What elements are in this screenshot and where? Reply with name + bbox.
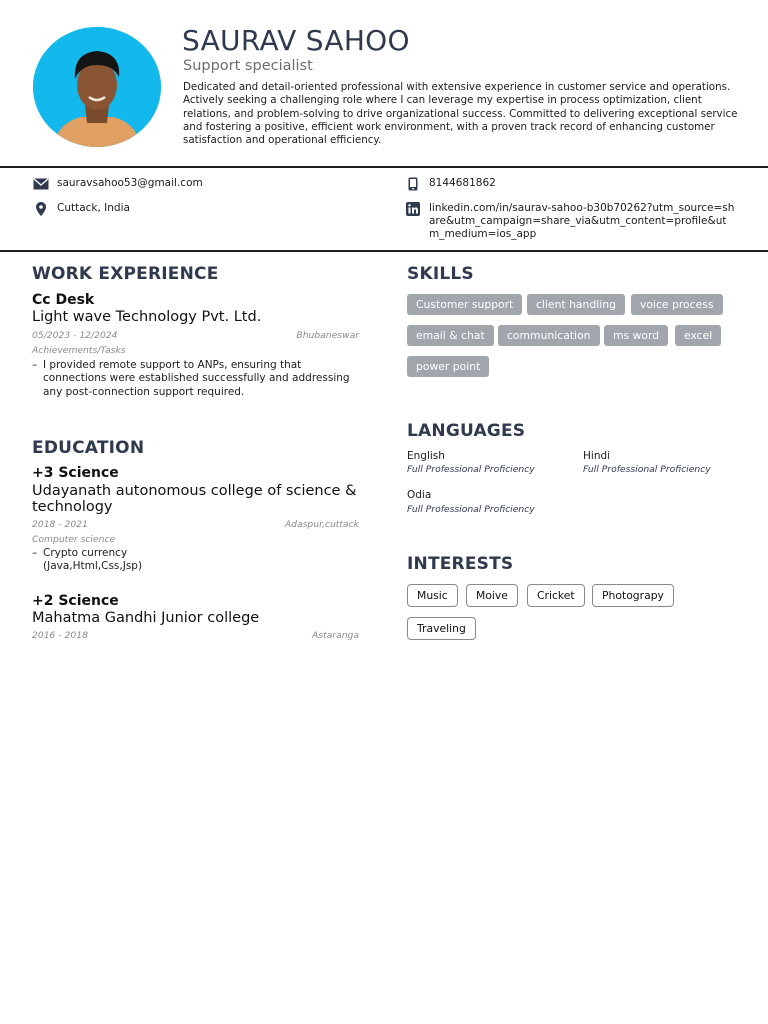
education-bullet: – Crypto currency (Java,Html,Css,Jsp) bbox=[32, 547, 162, 574]
skill-tag: communication bbox=[498, 325, 600, 346]
interest-tag: Cricket bbox=[527, 584, 585, 607]
profile-summary: Dedicated and detail-oriented professional with extensive experience in customer service and operations. Actively seeking a challenging role where I can leverage my expertise in process optimization, client relations, and problem-solving to drive organizational success. Committed to delivering exceptional service and fostering a positive, efficient work environment, with a proven track record of enhancing customer satisfaction and operational efficiency. bbox=[183, 81, 738, 147]
education-subheading: Computer science bbox=[32, 534, 116, 545]
interest-tag: Traveling bbox=[407, 617, 476, 640]
skill-tag: client handling bbox=[527, 294, 625, 315]
interests-heading: INTERESTS bbox=[407, 554, 514, 574]
language-level: Full Professional Proficiency bbox=[407, 504, 535, 515]
location-text: Cuttack, India bbox=[57, 202, 130, 214]
language-name: Hindi bbox=[583, 450, 611, 462]
job-location: Bhubaneswar bbox=[296, 330, 359, 341]
candidate-name: SAURAV SAHOO bbox=[182, 24, 410, 57]
language-level: Full Professional Proficiency bbox=[583, 464, 711, 475]
skill-tag: email & chat bbox=[407, 325, 494, 346]
work-experience-heading: WORK EXPERIENCE bbox=[32, 264, 219, 284]
education-dates: 2016 - 2018 bbox=[32, 630, 88, 641]
email-text: sauravsahoo53@gmail.com bbox=[57, 177, 203, 189]
interest-tag: Music bbox=[407, 584, 458, 607]
education-school: Mahatma Gandhi Junior college bbox=[32, 610, 260, 626]
contact-phone[interactable] bbox=[405, 177, 496, 191]
education-school: Udayanath autonomous college of science & technology bbox=[32, 483, 357, 515]
education-location: Astaranga bbox=[312, 630, 359, 641]
envelope-icon bbox=[33, 177, 49, 191]
interest-tag: Moive bbox=[466, 584, 518, 607]
skill-tag: Customer support bbox=[407, 294, 522, 315]
job-company: Light wave Technology Pvt. Ltd. bbox=[32, 309, 262, 325]
contact-email[interactable] bbox=[33, 177, 203, 191]
job-subheading: Achievements/Tasks bbox=[32, 345, 126, 356]
languages-heading: LANGUAGES bbox=[407, 421, 526, 441]
contact-linkedin[interactable] bbox=[405, 202, 735, 241]
contact-location bbox=[33, 202, 130, 216]
skill-tag: voice process bbox=[631, 294, 723, 315]
profile-photo bbox=[33, 27, 161, 147]
education-degree: +3 Science bbox=[32, 465, 119, 481]
header-divider bbox=[0, 166, 768, 168]
education-heading: EDUCATION bbox=[32, 438, 145, 458]
resume-header bbox=[0, 0, 768, 166]
language-name: English bbox=[407, 450, 445, 462]
phone-icon bbox=[405, 177, 421, 191]
linkedin-icon bbox=[405, 202, 421, 216]
education-degree: +2 Science bbox=[32, 593, 119, 609]
job-position: Cc Desk bbox=[32, 292, 95, 308]
skill-tag: power point bbox=[407, 356, 489, 377]
language-name: Odia bbox=[407, 489, 432, 501]
map-pin-icon bbox=[33, 202, 49, 216]
linkedin-text: linkedin.com/in/saurav-sahoo-b30b70262?utm_source=share&utm_campaign=share_via&utm_content=profile&utm_medium=ios_app bbox=[429, 202, 735, 240]
interest-tag: Photograpy bbox=[592, 584, 674, 607]
language-level: Full Professional Proficiency bbox=[407, 464, 535, 475]
job-bullet: – I provided remote support to ANPs, ensuring that connections were established successfully and addressing any post-connection support required. bbox=[32, 359, 350, 399]
skill-tag: ms word bbox=[604, 325, 668, 346]
candidate-role: Support specialist bbox=[183, 58, 313, 74]
phone-text: 8144681862 bbox=[429, 177, 496, 189]
skill-tag: excel bbox=[675, 325, 721, 346]
education-location: Adaspur,cuttack bbox=[284, 519, 359, 530]
education-dates: 2018 - 2021 bbox=[32, 519, 88, 530]
skills-heading: SKILLS bbox=[407, 264, 474, 284]
contact-divider bbox=[0, 250, 768, 252]
job-dates: 05/2023 - 12/2024 bbox=[32, 330, 118, 341]
